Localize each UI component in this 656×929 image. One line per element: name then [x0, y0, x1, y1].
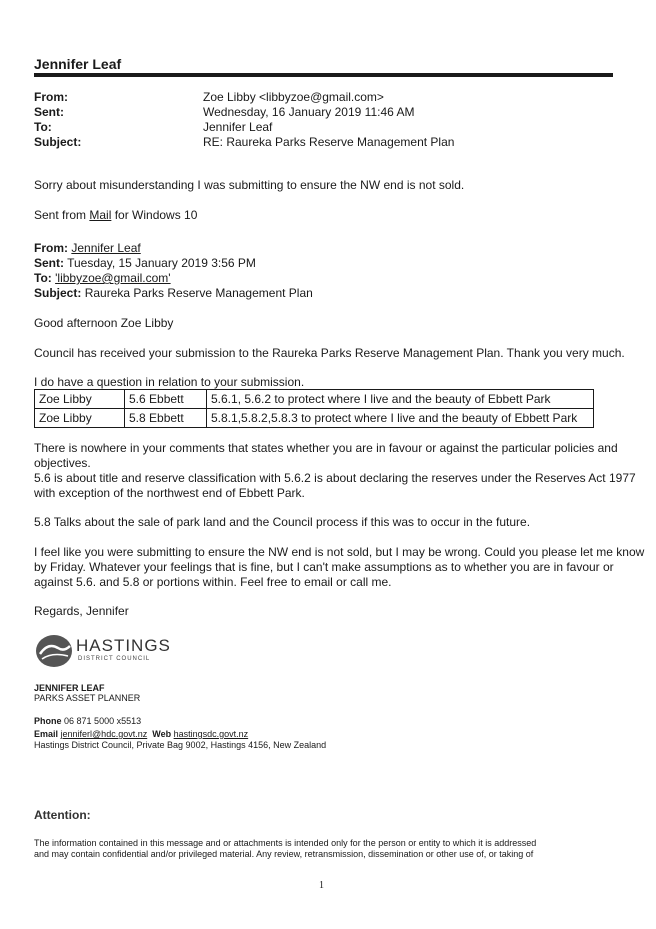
signature-phone-line	[34, 716, 141, 727]
orig-to-link[interactable]: 'libbyzoe@gmail.com'	[55, 271, 171, 285]
orig-from-line	[34, 241, 141, 256]
table-cell: 5.8 Ebbett	[125, 409, 207, 428]
table-cell: 5.8.1,5.8.2,5.8.3 to protect where I live and the beauty of Ebbett Park	[207, 409, 594, 428]
email-link[interactable]: jenniferl@hdc.govt.nz	[60, 729, 148, 739]
signature-name: JENNIFER LEAF	[34, 683, 105, 693]
greeting: Good afternoon Zoe Libby	[34, 316, 174, 330]
reply-body: Sorry about misunderstanding I was submitting to ensure the NW end is not sold.	[34, 178, 465, 192]
paragraph-4: 5.8 Talks about the sale of park land and the Council process if this was to occur in the future.	[34, 515, 531, 529]
signature-address: Hastings District Council, Private Bag 9002, Hastings 4156, New Zealand	[34, 740, 327, 750]
sent-from-suffix: for Windows 10	[111, 208, 198, 222]
table-cell: Zoe Libby	[35, 390, 125, 409]
orig-subject-label: Subject:	[34, 286, 82, 300]
orig-subject-value: Raureka Parks Reserve Management Plan	[84, 286, 313, 300]
table-row	[35, 390, 594, 409]
web-label: Web	[152, 729, 172, 739]
submission-table	[34, 389, 594, 428]
sent-label: Sent:	[34, 105, 64, 119]
document-title: Jennifer Leaf	[34, 56, 122, 72]
phone-label: Phone	[34, 716, 62, 726]
signature-email-line	[34, 729, 248, 740]
table-cell: 5.6 Ebbett	[125, 390, 207, 409]
orig-sent-value: Tuesday, 15 January 2019 3:56 PM	[67, 256, 256, 270]
web-link[interactable]: hastingsdc.govt.nz	[173, 729, 249, 739]
signature-role: PARKS ASSET PLANNER	[34, 693, 141, 703]
subject-label: Subject:	[34, 135, 82, 149]
page-number: 1	[319, 880, 324, 891]
logo-name: HASTINGS	[76, 636, 171, 655]
closing: Regards, Jennifer	[34, 604, 129, 618]
disclaimer-line-2: and may contain confidential and/or privileged material. Any review, retransmission, dissemination or other use of, or taking of	[34, 849, 534, 859]
table-cell: Zoe Libby	[35, 409, 125, 428]
sent-value: Wednesday, 16 January 2019 11:46 AM	[203, 105, 415, 119]
attention-heading: Attention:	[34, 808, 91, 822]
sent-from-line	[34, 208, 197, 223]
paragraph-2: I do have a question in relation to your submission.	[34, 375, 305, 389]
orig-from-label: From:	[34, 241, 68, 255]
phone-value: 06 871 5000 x5513	[64, 716, 142, 726]
paragraph-5-line-3: against 5.6. and 5.8 or portions within. Feel free to email or call me.	[34, 575, 392, 589]
orig-subject-line	[34, 286, 313, 301]
logo-subtitle: DISTRICT COUNCIL	[78, 656, 151, 662]
from-value: Zoe Libby <libbyzoe@gmail.com>	[203, 90, 384, 104]
orig-sent-line	[34, 256, 256, 271]
to-value: Jennifer Leaf	[203, 120, 273, 134]
paragraph-3-line-3: 5.6 is about title and reserve classification with 5.6.2 is about declaring the reserves under the Reserves Act 1977	[34, 471, 636, 485]
paragraph-5-line-1: I feel like you were submitting to ensure the NW end is not sold, but I may be wrong. Could you please let me know	[34, 545, 645, 559]
paragraph-5-line-2: by Friday. Whatever your feelings that is fine, but I can't make assumptions as to whether you are in favour or	[34, 560, 614, 574]
orig-to-line	[34, 271, 171, 286]
sent-from-prefix: Sent from	[34, 208, 90, 222]
paragraph-3-line-2: objectives.	[34, 456, 91, 470]
paragraph-3-line-1: There is nowhere in your comments that states whether you are in favour or against the particular policies and	[34, 441, 618, 455]
orig-to-label: To:	[34, 271, 52, 285]
email-label: Email	[34, 729, 59, 739]
title-rule	[34, 73, 613, 77]
orig-sent-label: Sent:	[34, 256, 64, 270]
from-label: From:	[34, 90, 68, 104]
orig-from-link[interactable]: Jennifer Leaf	[71, 241, 141, 255]
subject-value: RE: Raureka Parks Reserve Management Plan	[203, 135, 455, 149]
paragraph-3-line-4: with exception of the northwest end of Ebbett Park.	[34, 486, 305, 500]
to-label: To:	[34, 120, 52, 134]
table-row	[35, 409, 594, 428]
paragraph-1: Council has received your submission to the Raureka Parks Reserve Management Plan. Thank you very much.	[34, 346, 625, 360]
mail-link[interactable]: Mail	[89, 208, 112, 222]
disclaimer-line-1: The information contained in this message and or attachments is intended only for the person or entity to which it is addressed	[34, 838, 537, 848]
table-cell: 5.6.1, 5.6.2 to protect where I live and the beauty of Ebbett Park	[207, 390, 594, 409]
